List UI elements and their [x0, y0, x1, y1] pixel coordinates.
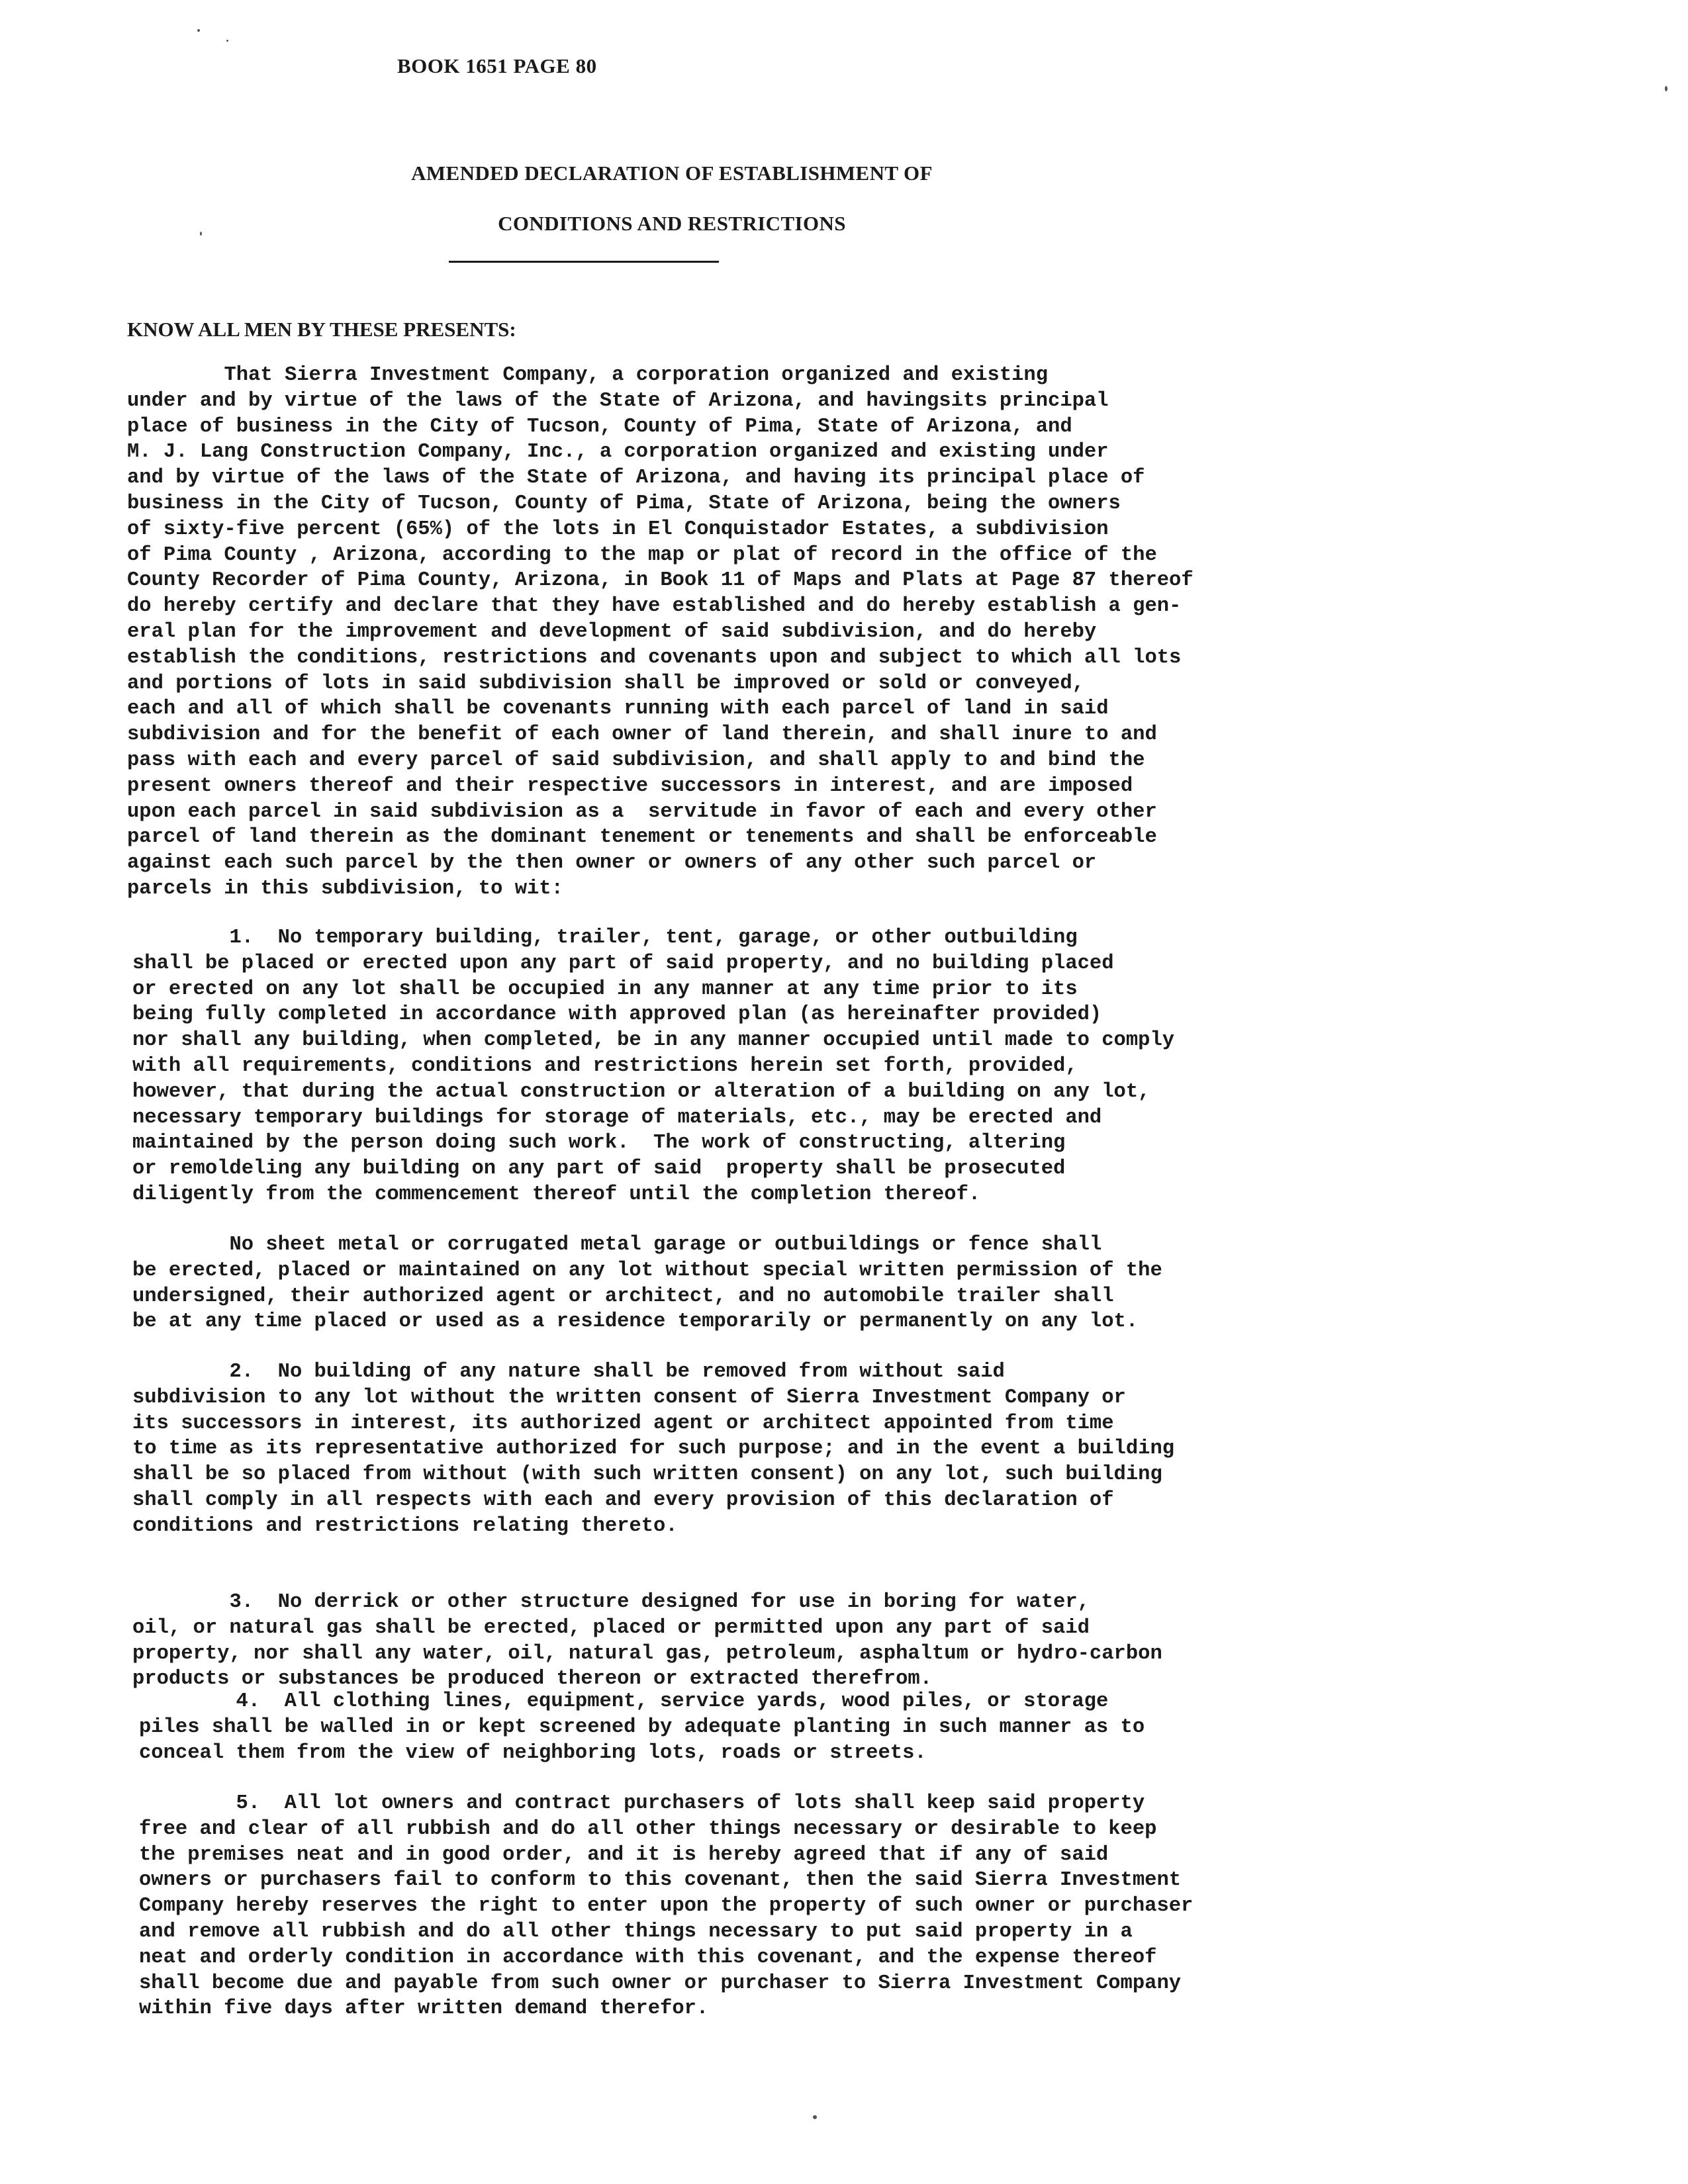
paragraph-1: 1. No temporary building, trailer, tent, garage, or other outbuilding shall be placed or erected upon any part of said property, and no building placed or erected on any lot shall be occupied in any manner at any time prior to its being fully completed in accordance with approved plan (as hereinafter provided) nor shall any building, when completed, be in any manner occupied until made to comply with all requirements, conditions and restrictions herein set forth, provided, however, that during the actual construction or alteration of a building on any lot, necessary temporary buildings for storage of materials, etc., may be erected and maintained by the person doing such work. The work of constructing, altering or remoldeling any building on any part of said property shall be prosecuted diligently from the commencement thereof until the completion thereof. — [132, 927, 1175, 1206]
scan-speck — [813, 2115, 817, 2119]
scan-speck — [226, 40, 228, 42]
document-title-line-2: CONDITIONS AND RESTRICTIONS — [498, 212, 846, 235]
paragraph-3: 3. No derrick or other structure designed for use in boring for water, oil, or natural gas shall be erected, placed or permitted upon any part of said property, nor shall any water, oil, natural gas, petroleum, asphaltum or hydro-carbon products or substances be produced thereon or extracted therefrom. — [132, 1591, 1162, 1691]
paragraph-5: 5. All lot owners and contract purchasers of lots shall keep said property free and clear of all rubbish and do all other things necessary or desirable to keep the premises neat and in good order, and it is hereby agreed that if any of said owners or purchasers fail to conform to this covenant, then the said Sierra Investment Company hereby reserves the right to enter upon the property of such owner or purchaser and remove all rubbish and do all other things necessary to put said property in a neat and orderly condition in accordance with this covenant, and the expense thereof shall become due and payable from such owner or purchaser to Sierra Investment Company within five days after written demand therefor. — [139, 1792, 1194, 2021]
paragraph-2: 2. No building of any nature shall be removed from without said subdivision to any lot without the written consent of Sierra Investment Company or its successors in interest, its authorized agent or architect appointed from time to time as its representative authorized for such purpose; and in the event a building shall be so placed from without (with such written consent) on any lot, such building shall comply in all respects with each and every provision of this declaration of conditions and restrictions relating thereto. — [132, 1361, 1175, 1537]
paragraph-1-continued: No sheet metal or corrugated metal garage or outbuildings or fence shall be erected, placed or maintained on any lot without special written permission of the undersigned, their authorized agent or architect, and no automobile trailer shall be at any time placed or used as a residence temporarily or permanently on any lot. — [132, 1234, 1162, 1334]
book-page-reference: BOOK 1651 PAGE 80 — [397, 54, 597, 77]
scan-speck — [197, 29, 200, 32]
paragraph-4: 4. All clothing lines, equipment, service yards, wood piles, or storage piles shall be walled in or kept screened by adequate planting in such manner as to conceal them from the view of neighboring lots, roads or streets. — [139, 1690, 1145, 1764]
paragraph-intro: That Sierra Investment Company, a corporation organized and existing under and by virtue of the laws of the State of Arizona, and havingsits principal place of business in the City of Tucson, County of Pima, State of Arizona, and M. J. Lang Construction Company, Inc., a corporation organized and existing under and by virtue of the laws of the State of Arizona, and having its principal place of business in the City of Tucson, County of Pima, State of Arizona, being the owners of sixty-five percent (65%) of the lots in El Conquistador Estates, a subdivision of Pima County , Arizona, according to the map or plat of record in the office of the County Recorder of Pima County, Arizona, in Book 11 of Maps and Plats at Page 87 thereof do hereby certify and declare that they have established and do hereby establish a gen- eral plan for the improvement and development of said subdivision, and do hereby establish the conditions, restrictions and covenants upon and subject to which all lots and portions of lots in said subdivision shall be improved or sold or conveyed, each and all of which shall be covenants running with each parcel of land in said subdivision and for the benefit of each owner of land therein, and shall inure to and pass with each and every parcel of said subdivision, and shall apply to and bind the present owners thereof and their respective successors in interest, and are imposed upon each parcel in said subdivision as a servitude in favor of each and every other parcel of land therein as the dominant tenement or tenements and shall be enforceable against each such parcel by the then owner or owners of any other such parcel or parcels in this subdivision, to wit: — [127, 364, 1194, 900]
salutation: KNOW ALL MEN BY THESE PRESENTS: — [127, 318, 516, 341]
title-underline — [449, 261, 719, 263]
document-title-line-1: AMENDED DECLARATION OF ESTABLISHMENT OF — [411, 161, 933, 185]
scan-speck — [1665, 86, 1667, 91]
scan-speck — [200, 232, 202, 236]
